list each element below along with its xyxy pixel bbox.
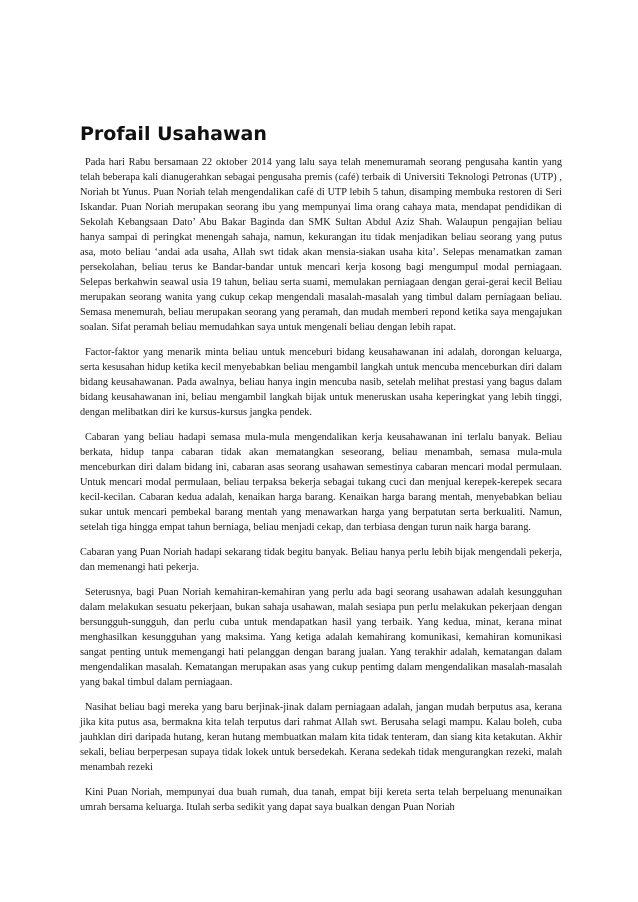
document-title: Profail Usahawan [80, 123, 267, 145]
paragraph-introduction: Pada hari Rabu bersamaan 22 oktober 2014 yang lalu saya telah menemuramah seorang pengusaha kantin yang telah beberapa kali dianugerahkan sebagai pengusaha premis (café) terbaik di Universiti Teknologi Petronas (UTP) , Noriah bt Yunus. Puan Noriah telah mengendalikan café di UTP lebih 5 tahun, disamping membuka restoren di Seri Iskandar. Puan Noriah merupakan seorang ibu yang mempunyai lima orang cahaya mata, mendapat pendidikan di Sekolah Kebangsaan Dato’ Abu Bakar Baginda dan SMK Sultan Abdul Aziz Shah. Walaupun pengajian beliau hanya sampai di peringkat menengah sahaja, namun, kekurangan itu tidak menjadikan beliau seorang yang putus asa, moto beliau ‘andai ada usaha, Allah swt tidak akan mensia-siakan usaha kita’. Selepas menamatkan zaman persekolahan, beliau terus ke Bandar-bandar untuk mencari kerja kosong bagi mengumpul modal perniagaan. Selepas berkahwin seawal usia 19 tahun, beliau serta suami, memulakan perniagaan dengan gerai-gerai kecil Beliau merupakan seorang wanita yang cukup cekap mengendali masalah-masalah yang timbul dalam perniagaan beliau. Semasa menemurah, beliau merupakan seorang yang peramah, dan mudah memberi repond ketika saya mengajukan soalan. Sifat peramah beliau memudahkan saya untuk mengenali beliau dengan lebih rapat. [80, 157, 562, 333]
paragraph-required-skills: Seterusnya, bagi Puan Noriah kemahiran-kemahiran yang perlu ada bagi seorang usahawan adalah kesungguhan dalam melakukan sesuatu pekerjaan, bukan sahaja usahawan, malah sesiapa pun perlu melakukan pekerjaan dengan bersungguh-sungguh, dan perlu cuba untuk mendapatkan hasil yang terbaik. Yang kedua, minat, kerana minat menghasilkan kesungguhan yang maksima. Yang ketiga adalah kemahirang komunikasi, kemahiran komunikasi sangat penting untuk memengangi hati pelanggan dengan barang jualan. Yang terakhir adalah, kematangan dalam mengendalikan masalah. Kematangan merupakan asas yang cukup pentimg dalam mengendalikan masalah-masalah yang bakal timbul dalam perniagaan. [80, 587, 562, 688]
document-page [80, 122, 562, 825]
paragraph-conclusion: Kini Puan Noriah, mempunyai dua buah rumah, dua tanah, empat biji kereta serta telah berpeluang menunaikan umrah bersama keluarga. Itulah serba sedikit yang dapat saya bualkan dengan Puan Noriah [80, 787, 562, 813]
paragraph-current-challenges: Cabaran yang Puan Noriah hadapi sekarang tidak begitu banyak. Beliau hanya perlu lebih bijak mengendali pekerja, dan memenangi hati pekerja. [80, 547, 562, 573]
paragraph-advice: Nasihat beliau bagi mereka yang baru berjinak-jinak dalam perniagaan adalah, jangan mudah berputus asa, kerana jika kita putus asa, bermakna kita telah terputus dari rahmat Allah swt. Berusaha selagi mampu. Kalau boleh, cuba jauhklan diri daripada hutang, keran hutang membuatkan malam kita tidak tenteram, dan siang kita ketakutan. Akhir sekali, beliau berperpesan supaya tidak lokek untuk bersedekah. Kerana sedekah tidak mengurangkan rezeki, malah menambah rezeki [80, 702, 562, 773]
paragraph-early-challenges: Cabaran yang beliau hadapi semasa mula-mula mengendalikan kerja keusahawanan ini terlalu banyak. Beliau berkata, hidup tanpa cabaran tidak akan mematangkan seseorang, beliau menambah, semasa mula-mula menceburkan diri dalam bidang ini, cabaran asas seorang usahawan semestinya cabaran mencari modal permulaan. Untuk mencari modal permulaan, beliau terpaksa bekerja sebagai tukang cuci dan menjual kerepek-kerepek secara kecil-kecilan. Cabaran kedua adalah, kenaikan harga barang. Kenaikan harga barang mentah, menyebabkan beliau sukar untuk mencari pembekal barang mentah yang menawarkan harga yang berpatutan serta berkualiti. Namun, setelah tiga hingga empat tahun berniaga, beliau menjadi cekap, dan terbiasa dengan turun naik harga barang. [80, 432, 562, 533]
paragraph-motivation-factors: Factor-faktor yang menarik minta beliau untuk menceburi bidang keusahawanan ini adalah, dorongan keluarga, serta kesusahan hidup ketika kecil menyebabkan beliau mengambil langkah untuk mencuba menceburkan diri dalam bidang keusahawanan. Pada awalnya, beliau hanya ingin mencuba nasib, setelah melihat prestasi yang bagus dalam bidang keusahawanan ini, beliau mengambil langkah bijak untuk meneruskan usaha keperingkat yang lebih tinggi, dengan melibatkan diri ke kursus-kursus jangka pendek. [80, 347, 562, 418]
